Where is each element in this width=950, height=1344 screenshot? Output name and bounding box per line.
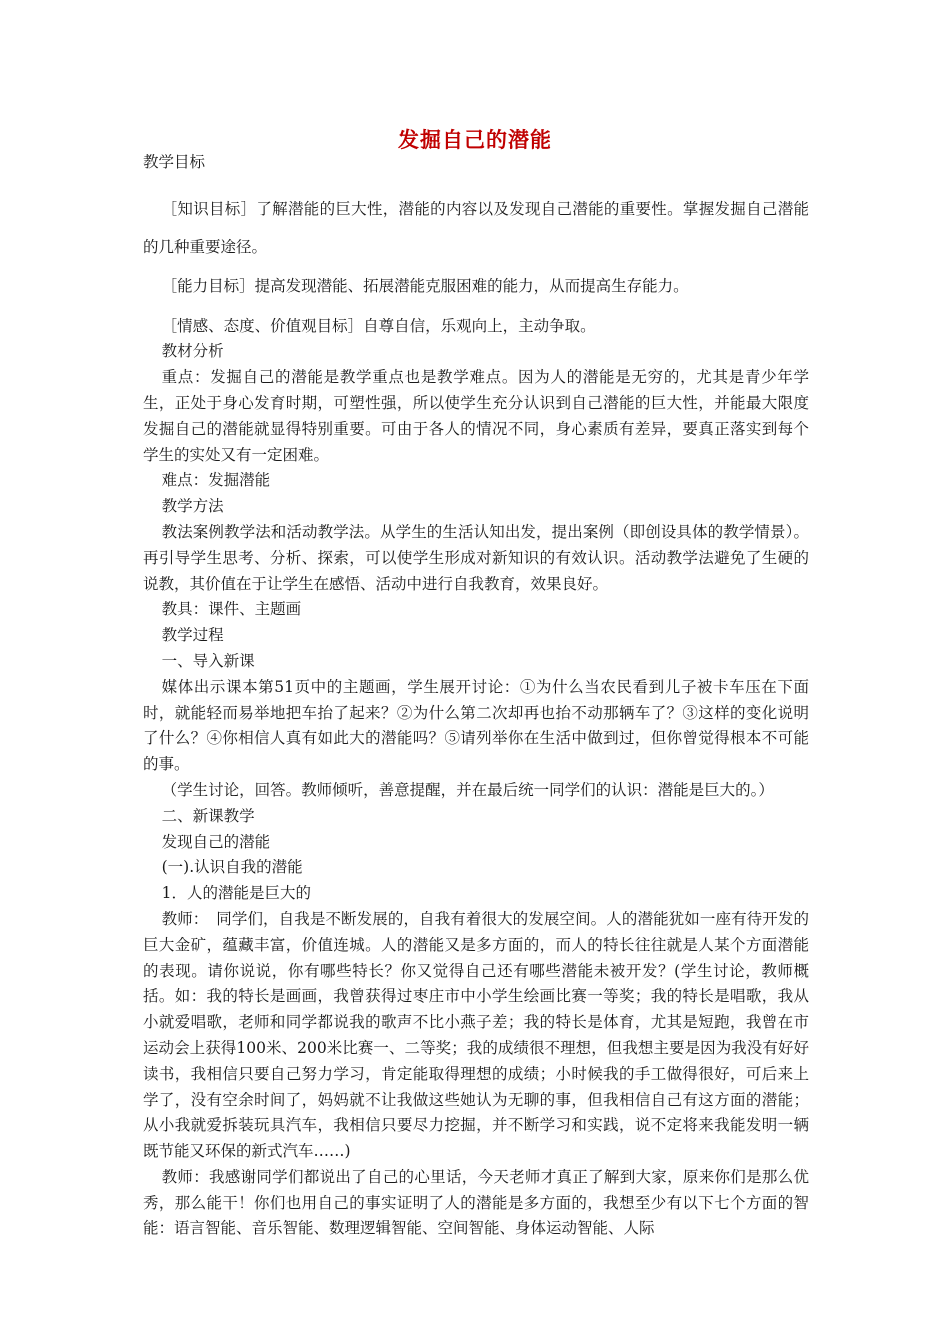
heading-teaching-methods: 教学方法 [161, 497, 224, 516]
teacher-text-1: 教师： 同学们，自我是不断发展的，自我有着很大的发展空间。人的潜能犹如一座有待开发的巨大金矿，蕴藏丰富，价值连城。人的潜能又是多方面的，而人的特长往往就是人某个方面潜能的表现。请你说说，你有哪些特长？你又觉得自己还有哪些潜能未被开发？(学生讨论，教师概括。如：我的特长是画画，我曾获得过枣庄市中小学生绘画比赛一等奖；我的特长是唱歌，我从小就爱唱歌，老师和同学都说我的歌声不比小燕子差；我的特长是体育，尤其是短跑，我曾在市运动会上获得100米、200米比赛一、二等奖；我的成绩很不理想，但我想主要是因为我没有好好读书，我相信只要自己努力学习，肯定能取得理想的成绩；小时候我的手工做得很好，可后来上学了，没有空余时间了，妈妈就不让我做这些她认为无聊的事，但我相信自己有这方面的潜能；从小我就爱拆装玩具汽车，我相信只要尽力挖掘，并不断学习和实践，说不定将来我能发明一辆既节能又环保的新式汽车……) [143, 909, 809, 1161]
knowledge-goal: ［知识目标］了解潜能的巨大性，潜能的内容以及发现自己潜能的重要性。掌握发掘自己潜能的几种重要途径。 [143, 199, 809, 256]
intro-text: 媒体出示课本第51页中的主题画，学生展开讨论：①为什么当农民看到儿子被卡车压在下面时，就能轻而易举地把车抬了起来？②为什么第二次却再也抬不动那辆车了？③这样的变化说明了什么？④你相信人真有如此大的潜能吗？⑤请列举你在生活中做到过，但你曾觉得根本不可能的事。 [143, 677, 809, 774]
difficult-point: 难点：发掘潜能 [161, 471, 271, 490]
heading-new-lesson: 二、新课教学 [161, 806, 255, 825]
emotion-goal: ［情感、态度、价值观目标］自尊自信，乐观向上，主动争取。 [161, 316, 596, 335]
subheading-potential-huge: 1．人的潜能是巨大的 [161, 884, 311, 903]
subheading-discover: 发现自己的潜能 [161, 832, 271, 851]
teacher-text-2: 教师：我感谢同学们都说出了自己的心里话，今天老师才真正了解到大家，原来你们是那么优秀，那么能干！你们也用自己的事实证明了人的潜能是多方面的，我想至少有以下七个方面的智能：语言智能、音乐智能、数理逻辑智能、空间智能、身体运动智能、人际 [143, 1167, 809, 1238]
subheading-recognize: (一).认识自我的潜能 [161, 858, 303, 877]
key-point: 重点：发掘自己的潜能是教学重点也是教学难点。因为人的潜能是无穷的，尤其是青少年学生，正处于身心发育时期，可塑性强，所以使学生充分认识到自己潜能的巨大性，并能最大限度发掘自己的潜能就显得特别重要。可由于各人的情况不同，身心素质有差异，要真正落实到每个学生的实处又有一定困难。 [143, 368, 809, 464]
heading-intro: 一、导入新课 [161, 651, 255, 670]
teaching-aids: 教具：课件、主题画 [161, 600, 302, 619]
document-body [143, 150, 809, 1242]
discussion-note: （学生讨论，回答。教师倾听，善意提醒，并在最后统一同学们的认识：潜能是巨大的。） [161, 780, 774, 799]
document-title: 发掘自己的潜能 [398, 128, 552, 152]
heading-material-analysis: 教材分析 [161, 342, 224, 361]
heading-teaching-process: 教学过程 [161, 626, 224, 645]
heading-teaching-goals: 教学目标 [143, 153, 206, 171]
ability-goal: ［能力目标］提高发现潜能、拓展潜能克服困难的能力，从而提高生存能力。 [161, 276, 689, 295]
methods-text: 教法案例教学法和活动教学法。从学生的生活认知出发，提出案例（即创设具体的教学情景）。再引导学生思考、分析、探索，可以使学生形成对新知识的有效认识。活动教学法避免了生硬的说教，其价值在于让学生在感悟、活动中进行自我教育，效果良好。 [143, 522, 809, 593]
